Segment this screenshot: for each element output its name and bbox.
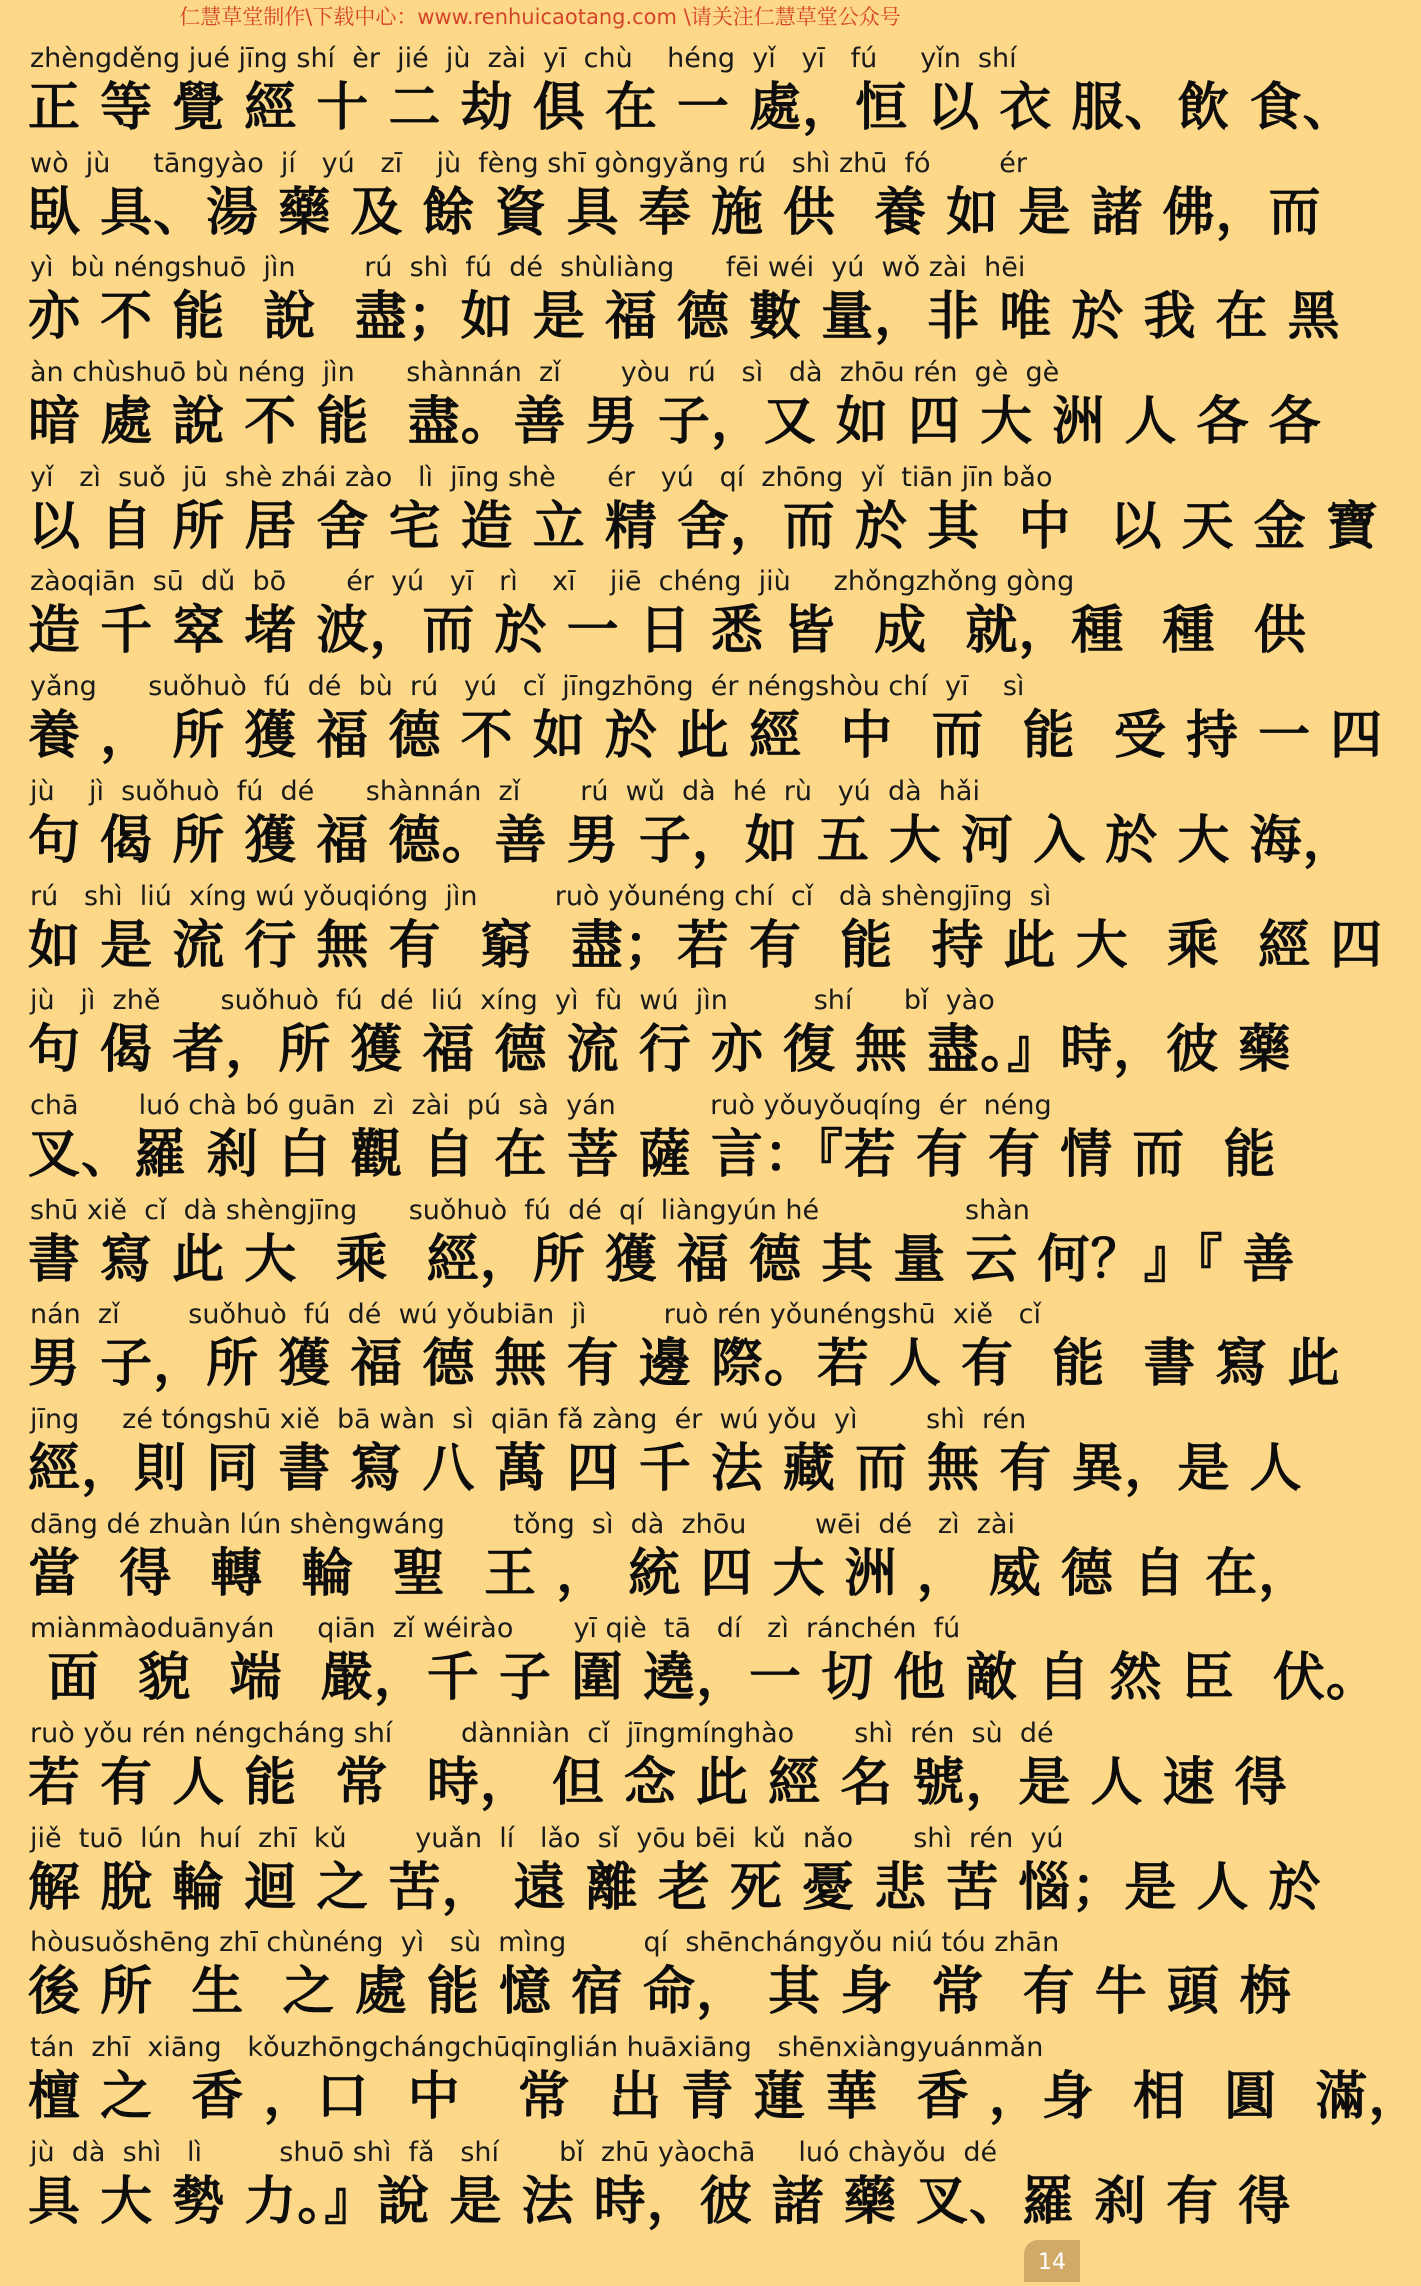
- pinyin-line: shū xiě cǐ dà shèngjīng suǒhuò fú dé qí liàngyún hé shàn: [30, 1194, 1030, 1226]
- pinyin-line: jiě tuō lún huí zhī kǔ yuǎn lí lǎo sǐ yōu bēi kǔ nǎo shì rén yú: [30, 1822, 1064, 1854]
- text-line: [0, 249, 1341, 354]
- text-line: [0, 878, 1384, 983]
- pinyin-line: chā luó chà bó guān zì zài pú sà yán ruò yǒuyǒuqíng ér néng: [30, 1089, 1052, 1121]
- text-line: [0, 2029, 1421, 2134]
- hanzi-line: 亦 不 能 說 盡；如 是 福 德 數 量，非 唯 於 我 在 黑: [28, 287, 1341, 348]
- pinyin-line: dāng dé zhuàn lún shèngwáng tǒng sì dà zhōu wēi dé zì zài: [30, 1508, 1015, 1540]
- pinyin-line: yì bù néngshuō jìn rú shì fú dé shùliàng fēi wéi yú wǒ zài hēi: [30, 252, 1026, 284]
- text-line: [0, 773, 1356, 878]
- text-line: [0, 1296, 1341, 1401]
- pinyin-line: zhèngděng jué jīng shí èr jié jù zài yī chù héng yǐ yī fú yǐn shí: [30, 43, 1017, 74]
- pinyin-line: nán zǐ suǒhuò fú dé wú yǒubiān jì ruò rén yǒunéngshū xiě cǐ: [30, 1299, 1042, 1331]
- hanzi-line: 經，則 同 書 寫 八 萬 四 千 法 藏 而 無 有 異，是 人: [28, 1438, 1303, 1499]
- hanzi-line: 若 有 人 能 常 時， 但 念 此 經 名 號，是 人 速 得: [28, 1753, 1288, 1813]
- text-line: [0, 40, 1356, 145]
- text-line: [0, 1610, 1379, 1715]
- pinyin-line: zàoqiān sū dǔ bō ér yú yī rì xī jiē chéng jiù zhǒngzhǒng gòng: [30, 566, 1075, 598]
- pinyin-line: jù jì zhě suǒhuò fú dé liú xíng yì fù wú jìn shí bǐ yào: [30, 985, 995, 1017]
- text-line: [0, 1924, 1292, 2029]
- page-number-badge: 14: [1024, 2240, 1080, 2282]
- pinyin-line: àn chùshuō bù néng jìn shànnán zǐ yòu rú sì dà zhōu rén gè gè: [30, 357, 1060, 389]
- hanzi-line: 書 寫 此 大 乘 經，所 獲 福 德 其 量 云 何？』『 善: [28, 1229, 1296, 1290]
- hanzi-line: 檀 之 香 ，口 中 常 出 青 蓮 華 香 ，身 相 圓 滿，: [28, 2067, 1421, 2128]
- pinyin-line: rú shì liú xíng wú yǒuqióng jìn ruò yǒunéng chí cǐ dà shèngjīng sì: [30, 880, 1052, 912]
- hanzi-line: 後 所 生 之 處 能 憶 宿 命， 其 身 常 有 牛 頭 栴: [28, 1962, 1292, 2023]
- pinyin-line: yǐ zì suǒ jū shè zhái zào lì jīng shè ér yú qí zhōng yǐ tiān jīn bǎo: [30, 461, 1053, 493]
- text-line: [0, 459, 1379, 564]
- pinyin-line: miànmàoduānyán qiān zǐ wéirào yī qiè tā dí zì ránchén fú: [30, 1613, 961, 1645]
- text-line: [0, 145, 1322, 250]
- hanzi-line: 面 貌 端 嚴，千 子 圍 遶，一 切 他 敵 自 然 臣 伏。: [28, 1648, 1379, 1709]
- pinyin-line: tán zhī xiāng kǒuzhōngchángchūqīnglián huāxiāng shēnxiàngyuánmǎn: [30, 2032, 1044, 2064]
- pinyin-line: wò jù tāngyào jí yú zī jù fèng shī gòngyǎng rú shì zhū fó ér: [30, 147, 1027, 179]
- text-line: [0, 2134, 1292, 2239]
- hanzi-line: 句 偈 所 獲 福 德。善 男 子，如 五 大 河 入 於 大 海，: [28, 810, 1356, 871]
- text-line: [0, 1401, 1303, 1506]
- hanzi-line: 如 是 流 行 無 有 窮 盡；若 有 能 持 此 大 乘 經 四: [28, 915, 1384, 976]
- hanzi-line: 養 ， 所 獲 福 德 不 如 於 此 經 中 而 能 受 持 一 四: [28, 706, 1384, 767]
- pinyin-line: hòusuǒshēng zhī chùnéng yì sù mìng qí shēnchángyǒu niú tóu zhān: [30, 1927, 1060, 1959]
- hanzi-line: 造 千 窣 堵 波，而 於 一 日 悉 皆 成 就，種 種 供: [28, 601, 1307, 662]
- text-line: [0, 1192, 1296, 1297]
- page-header: 仁慧草堂制作\下载中心：www.renhuicaotang.com \请关注仁慧草堂公众号: [179, 5, 901, 29]
- hanzi-line: 句 偈 者，所 獲 福 德 流 行 亦 復 無 盡。』時，彼 藥: [28, 1020, 1292, 1081]
- text-line: [0, 354, 1322, 459]
- pinyin-line: yǎng suǒhuò fú dé bù rú yú cǐ jīngzhōng ér néngshòu chí yī sì: [30, 671, 1025, 703]
- hanzi-line: 具 大 勢 力。』說 是 法 時，彼 諸 藥 叉、羅 刹 有 得: [28, 2171, 1292, 2232]
- text-line: [0, 1820, 1322, 1925]
- text-line: [0, 668, 1384, 773]
- pinyin-line: jù jì suǒhuò fú dé shànnán zǐ rú wǔ dà hé rù yú dà hǎi: [30, 775, 980, 807]
- text-line: [0, 982, 1292, 1087]
- text-line: [0, 563, 1307, 668]
- hanzi-line: 當 得 轉 輪 聖 王 ， 統 四 大 洲 ， 威 德 自 在，: [28, 1543, 1312, 1604]
- text-line: [0, 1715, 1288, 1820]
- hanzi-line: 暗 處 說 不 能 盡。善 男 子，又 如 四 大 洲 人 各 各: [28, 392, 1322, 453]
- hanzi-line: 以 自 所 居 舍 宅 造 立 精 舍，而 於 其 中 以 天 金 寶: [28, 496, 1379, 557]
- hanzi-line: 臥 具、湯 藥 及 餘 資 具 奉 施 供 養 如 是 諸 佛，而: [28, 182, 1322, 243]
- text-line: [0, 1087, 1277, 1192]
- pinyin-line: jīng zé tóngshū xiě bā wàn sì qiān fǎ zàng ér wú yǒu yì shì rén: [30, 1403, 1027, 1435]
- hanzi-line: 叉、羅 刹 白 觀 自 在 菩 薩 言：『若 有 有 情 而 能: [28, 1124, 1277, 1185]
- hanzi-line: 男 子，所 獲 福 德 無 有 邊 際。若 人 有 能 書 寫 此: [28, 1334, 1341, 1395]
- hanzi-line: 正 等 覺 經 十 二 劫 俱 在 一 處，恒 以 衣 服、飲 食、: [28, 78, 1356, 138]
- scripture-text: [0, 40, 1421, 2238]
- pinyin-line: ruò yǒu rén néngcháng shí dànniàn cǐ jīngmínghào shì rén sù dé: [30, 1718, 1054, 1749]
- hanzi-line: 解 脫 輪 迴 之 苦， 遠 離 老 死 憂 悲 苦 惱；是 人 於: [28, 1857, 1322, 1918]
- pinyin-line: jù dà shì lì shuō shì fǎ shí bǐ zhū yàochā luó chàyǒu dé: [30, 2136, 998, 2168]
- text-line: [0, 1506, 1312, 1611]
